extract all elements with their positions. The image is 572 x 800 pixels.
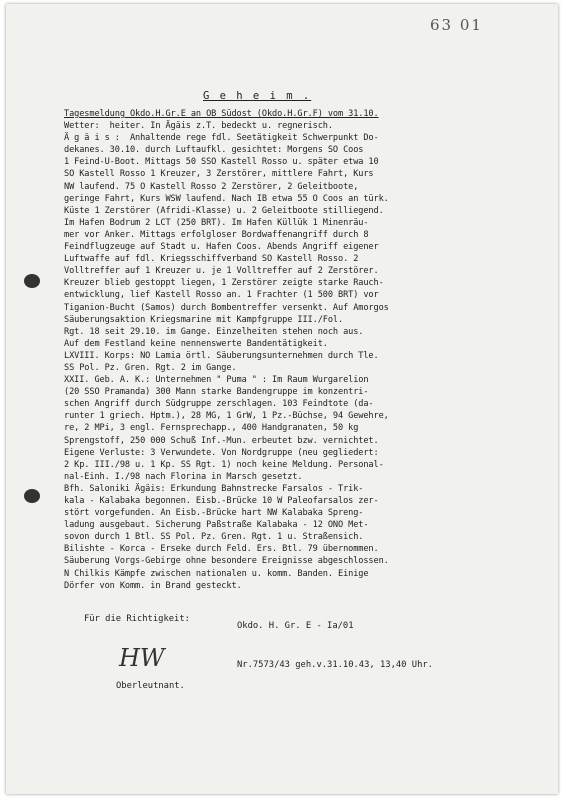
report-line: Rgt. 18 seit 29.10. im Gange. Einzelheiten stehen noch aus. [64, 326, 364, 337]
report-line: geringe Fahrt, Kurs WSW laufend. Nach IB etwa 55 O Coos an türk. [64, 193, 389, 204]
report-line: re, 2 MPi, 3 engl. Fernsprechapp., 400 Handgranaten, 50 kg [64, 423, 359, 434]
report-line: Tiganion-Bucht (Samos) durch Bombentreffer versenkt. Auf Amorgos [64, 302, 389, 313]
report-line: Ä g ä i s : Anhaltende rege fdl. Seetätigkeit Schwerpunkt Do- [64, 133, 379, 144]
document-page [6, 4, 558, 794]
report-line: dekanes. 30.10. durch Luftaufkl. gesichtet: Morgens SO Coos [64, 145, 364, 156]
report-line: Eigene Verluste: 3 Verwundete. Von Nordgruppe (neu gegliedert: [64, 447, 379, 458]
report-line: runter 1 griech. Hptm.), 28 MG, 1 GrW, 1 Pz.-Büchse, 94 Gewehre, [64, 411, 389, 422]
report-line: Sprengstoff, 250 000 Schuß Inf.-Mun. erbeutet bzw. vernichtet. [64, 435, 379, 446]
certified-label: Für die Richtigkeit: [84, 614, 190, 624]
report-line: Küste 1 Zerstörer (Afridi-Klasse) u. 2 Geleitboote stilliegend. [64, 205, 384, 216]
report-line: N Chilkis Kämpfe zwischen nationalen u. komm. Banden. Einige [64, 568, 369, 579]
report-line: Im Hafen Bodrum 2 LCT (250 BRT). Im Hafen Küllük 1 Minenräu- [64, 217, 369, 228]
report-line: Wetter: heiter. In Ägäis z.T. bedeckt u. regnerisch. [64, 121, 333, 132]
report-body [64, 108, 534, 592]
signature-block [237, 594, 433, 698]
report-line: sovon durch 1 Btl. SS Pol. Pz. Gren. Rgt. 1 u. Straßensich. [64, 532, 364, 543]
punch-hole [24, 489, 40, 503]
report-line: stört vorgefunden. An Eisb.-Brücke hart NW Kalabaka Spreng- [64, 508, 364, 519]
report-line: Auf dem Festland keine nennenswerte Bandentätigkeit. [64, 338, 328, 349]
report-line: Feindflugzeuge auf Stadt u. Hafen Coos. Abends Angriff eigener [64, 242, 379, 253]
classification-title: G e h e i m . [203, 90, 312, 102]
report-line: 1 Feind-U-Boot. Mittags 50 SSO Kastell Rosso u. später etwa 10 [64, 157, 379, 168]
handwritten-initials: HW [119, 644, 165, 672]
report-line: mer vor Anker. Mittags erfolgloser Bordwaffenangriff durch 8 [64, 229, 369, 240]
page-number: 63 01 [430, 16, 483, 34]
signature-line-2: Nr.7573/43 geh.v.31.10.43, 13,40 Uhr. [237, 660, 433, 670]
report-line: SS Pol. Pz. Gren. Rgt. 2 im Gange. [64, 362, 237, 373]
report-line: Säuberung Vorgs-Gebirge ohne besondere Ereignisse abgeschlossen. [64, 556, 389, 567]
report-line: NW laufend. 75 O Kastell Rosso 2 Zerstörer, 2 Geleitboote, [64, 181, 359, 192]
report-line: ladung ausgebaut. Sicherung Paßstraße Kalabaka - 12 ONO Met- [64, 520, 369, 531]
report-line: Säuberungsaktion Kriegsmarine mit Kampfgruppe III./Fol. [64, 314, 344, 325]
report-line: Kreuzer blieb gestoppt liegen, 1 Zerstörer zeigte starke Rauch- [64, 278, 384, 289]
report-line: schen Angriff durch Südgruppe zerschlagen. 103 Feindtote (da- [64, 399, 374, 410]
report-line: Dörfer von Komm. in Brand gesteckt. [64, 580, 242, 591]
signature-line-1: Okdo. H. Gr. E - Ia/01 [237, 621, 354, 631]
report-line: entwicklung, lief Kastell Rosso an. 1 Frachter (1 500 BRT) vor [64, 290, 379, 301]
report-line: Bilishte - Korca - Erseke durch Feld. Ers. Btl. 79 übernommen. [64, 544, 379, 555]
report-line: 2 Kp. III./98 u. 1 Kp. SS Rgt. 1) noch keine Meldung. Personal- [64, 459, 384, 470]
report-line: Tagesmeldung Okdo.H.Gr.E an OB Südost (Okdo.H.Gr.F) vom 31.10. [64, 109, 379, 119]
report-line: SO Kastell Rosso 1 Kreuzer, 3 Zerstörer, mittlere Fahrt, Kurs [64, 169, 374, 180]
report-line: LXVIII. Korps: NO Lamia örtl. Säuberungsunternehmen durch Tle. [64, 350, 379, 361]
report-line: XXII. Geb. A. K.: Unternehmen " Puma " : Im Raum Wurgarelion [64, 375, 369, 386]
report-line: Luftwaffe auf fdl. Kriegsschiffverband SO Kastell Rosso. 2 [64, 254, 359, 265]
report-line: (20 SSO Pramanda) 300 Mann starke Bandengruppe im konzentri- [64, 387, 369, 398]
rank-label: Oberleutnant. [116, 681, 185, 691]
punch-hole [24, 274, 40, 288]
report-line: Volltreffer auf 1 Kreuzer u. je 1 Volltreffer auf 2 Zerstörer. [64, 266, 379, 277]
report-line: kala - Kalabaka begonnen. Eisb.-Brücke 10 W Paleofarsalos zer- [64, 496, 379, 506]
report-line: Bfh. Saloniki Ägäis: Erkundung Bahnstrecke Farsalos - Trik- [64, 483, 364, 494]
report-line: nal-Einh. I./98 nach Florina in Marsch gesetzt. [64, 471, 303, 482]
